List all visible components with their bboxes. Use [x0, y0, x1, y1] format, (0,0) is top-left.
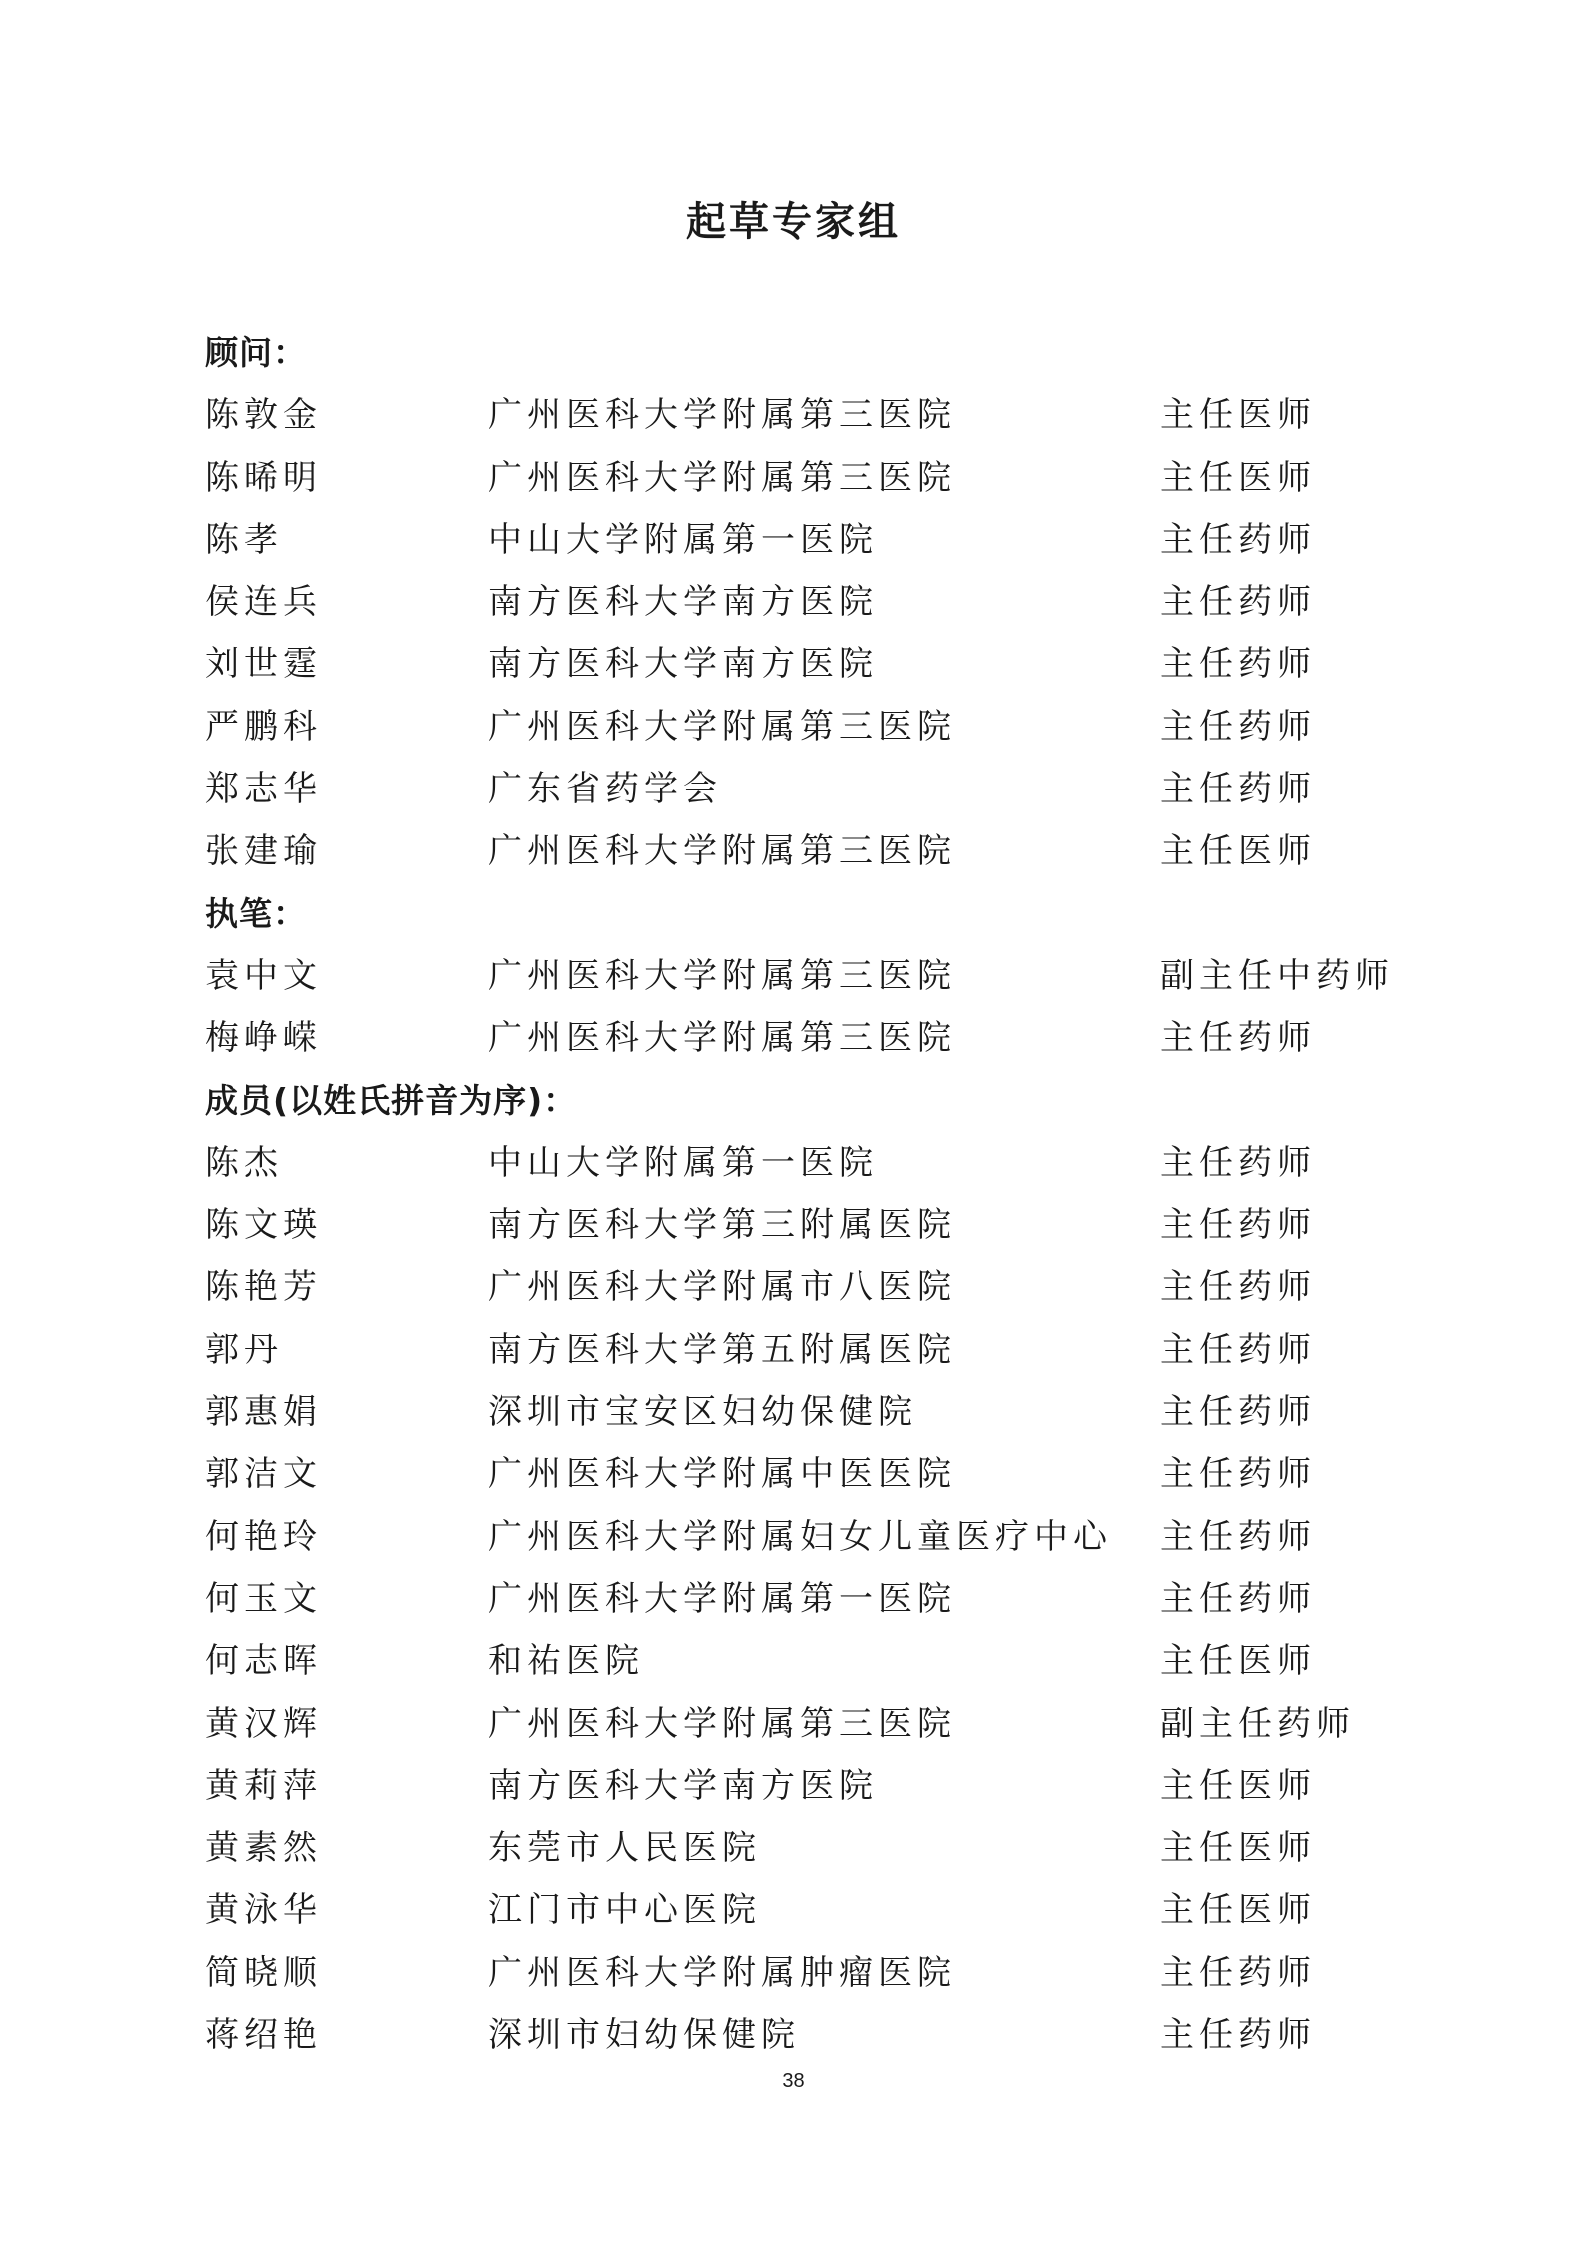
member-organization: 广州医科大学附属妇女儿童医疗中心: [488, 1516, 1112, 1557]
member-row: [205, 633, 1465, 695]
member-organization: 南方医科大学第三附属医院: [488, 1205, 956, 1246]
member-title: 主任药师: [1160, 582, 1316, 623]
member-row: [205, 1755, 1465, 1817]
member-name: 陈晞明: [205, 457, 322, 498]
member-organization: 南方医科大学南方医院: [488, 582, 878, 623]
member-name: 黄汉辉: [205, 1703, 322, 1744]
member-organization: 中山大学附属第一医院: [488, 1142, 878, 1183]
member-title: 主任医师: [1160, 1641, 1316, 1682]
member-row: [205, 1443, 1465, 1505]
member-row: [205, 1194, 1465, 1256]
member-title: 主任药师: [1160, 644, 1316, 685]
member-title: 主任药师: [1160, 1205, 1316, 1246]
member-title: 主任药师: [1160, 1516, 1316, 1557]
member-organization: 广东省药学会: [488, 769, 722, 810]
member-name: 陈孝: [205, 519, 283, 560]
member-row: [205, 2004, 1465, 2066]
member-row: [205, 1381, 1465, 1443]
member-organization: 南方医科大学南方医院: [488, 1765, 878, 1806]
member-organization: 广州医科大学附属第三医院: [488, 955, 956, 996]
section-heading-writers: 执笔：: [205, 893, 307, 933]
member-row: [205, 820, 1465, 882]
member-row: [205, 945, 1465, 1007]
member-title: 主任药师: [1160, 1578, 1316, 1619]
member-row: [205, 1693, 1465, 1755]
member-organization: 广州医科大学附属第三医院: [488, 1703, 956, 1744]
member-row: [205, 1319, 1465, 1381]
member-name: 郑志华: [205, 769, 322, 810]
member-title: 主任药师: [1160, 1454, 1316, 1495]
member-name: 袁中文: [205, 955, 322, 996]
member-title: 主任药师: [1160, 1952, 1316, 1993]
member-organization: 广州医科大学附属第三医院: [488, 395, 956, 436]
member-organization: 南方医科大学南方医院: [488, 644, 878, 685]
member-organization: 广州医科大学附属市八医院: [488, 1267, 956, 1308]
member-row: [205, 1568, 1465, 1630]
section-heading-members: 成员(以姓氏拼音为序)：: [205, 1080, 578, 1120]
member-row: [205, 1630, 1465, 1692]
member-row: [205, 758, 1465, 820]
member-name: 郭惠娟: [205, 1392, 322, 1433]
member-row: [205, 1817, 1465, 1879]
page-number: 38: [782, 2070, 805, 2092]
member-organization: 广州医科大学附属第三医院: [488, 706, 956, 747]
member-title: 主任药师: [1160, 706, 1316, 747]
member-title: 副主任中药师: [1160, 955, 1394, 996]
member-name: 侯连兵: [205, 582, 322, 623]
section-heading-advisors: 顾问：: [205, 333, 307, 372]
member-organization: 深圳市妇幼保健院: [488, 2015, 800, 2056]
member-organization: 广州医科大学附属第三医院: [488, 457, 956, 498]
member-organization: 广州医科大学附属肿瘤医院: [488, 1952, 956, 1993]
member-title: 主任药师: [1160, 1392, 1316, 1433]
member-organization: 南方医科大学第五附属医院: [488, 1329, 956, 1370]
member-row: [205, 447, 1465, 509]
member-row: [205, 1007, 1465, 1069]
member-row: [205, 1256, 1465, 1318]
member-title: 主任药师: [1160, 769, 1316, 810]
member-title: 主任药师: [1160, 1142, 1316, 1183]
member-name: 刘世霆: [205, 644, 322, 685]
member-title: 主任药师: [1160, 1018, 1316, 1059]
member-title: 主任药师: [1160, 1267, 1316, 1308]
member-row: [205, 509, 1465, 571]
member-row: [205, 1506, 1465, 1568]
member-name: 何志晖: [205, 1641, 322, 1682]
member-organization: 广州医科大学附属中医医院: [488, 1454, 956, 1495]
member-name: 陈文瑛: [205, 1205, 322, 1246]
member-organization: 广州医科大学附属第三医院: [488, 1018, 956, 1059]
member-name: 简晓顺: [205, 1952, 322, 1993]
member-row: [205, 571, 1465, 633]
member-row: [205, 1132, 1465, 1194]
member-name: 严鹏科: [205, 706, 322, 747]
member-organization: 广州医科大学附属第一医院: [488, 1578, 956, 1619]
member-name: 黄素然: [205, 1828, 322, 1869]
member-title: 主任医师: [1160, 395, 1316, 436]
member-row: [205, 384, 1465, 446]
member-organization: 广州医科大学附属第三医院: [488, 831, 956, 872]
member-organization: 中山大学附属第一医院: [488, 519, 878, 560]
member-title: 主任药师: [1160, 519, 1316, 560]
member-title: 主任药师: [1160, 1329, 1316, 1370]
member-name: 何艳玲: [205, 1516, 322, 1557]
member-title: 主任医师: [1160, 1828, 1316, 1869]
member-name: 郭洁文: [205, 1454, 322, 1495]
member-name: 蒋绍艳: [205, 2015, 322, 2056]
member-name: 黄莉萍: [205, 1765, 322, 1806]
page-title: 起草专家组: [686, 199, 901, 245]
member-name: 陈敦金: [205, 395, 322, 436]
member-organization: 江门市中心医院: [488, 1890, 761, 1931]
member-name: 黄泳华: [205, 1890, 322, 1931]
member-row: [205, 1942, 1465, 2004]
member-title: 副主任药师: [1160, 1703, 1355, 1744]
member-organization: 和祐医院: [488, 1641, 644, 1682]
member-name: 何玉文: [205, 1578, 322, 1619]
member-title: 主任医师: [1160, 457, 1316, 498]
expert-list: [205, 322, 1465, 2066]
member-row: [205, 1879, 1465, 1941]
member-name: 张建瑜: [205, 831, 322, 872]
member-row: [205, 696, 1465, 758]
member-organization: 深圳市宝安区妇幼保健院: [488, 1392, 917, 1433]
member-title: 主任医师: [1160, 1890, 1316, 1931]
member-title: 主任药师: [1160, 2015, 1316, 2056]
member-title: 主任医师: [1160, 831, 1316, 872]
member-name: 梅峥嵘: [205, 1018, 322, 1059]
member-title: 主任医师: [1160, 1765, 1316, 1806]
member-name: 陈艳芳: [205, 1267, 322, 1308]
member-organization: 东莞市人民医院: [488, 1828, 761, 1869]
member-name: 郭丹: [205, 1329, 283, 1370]
member-name: 陈杰: [205, 1142, 283, 1183]
